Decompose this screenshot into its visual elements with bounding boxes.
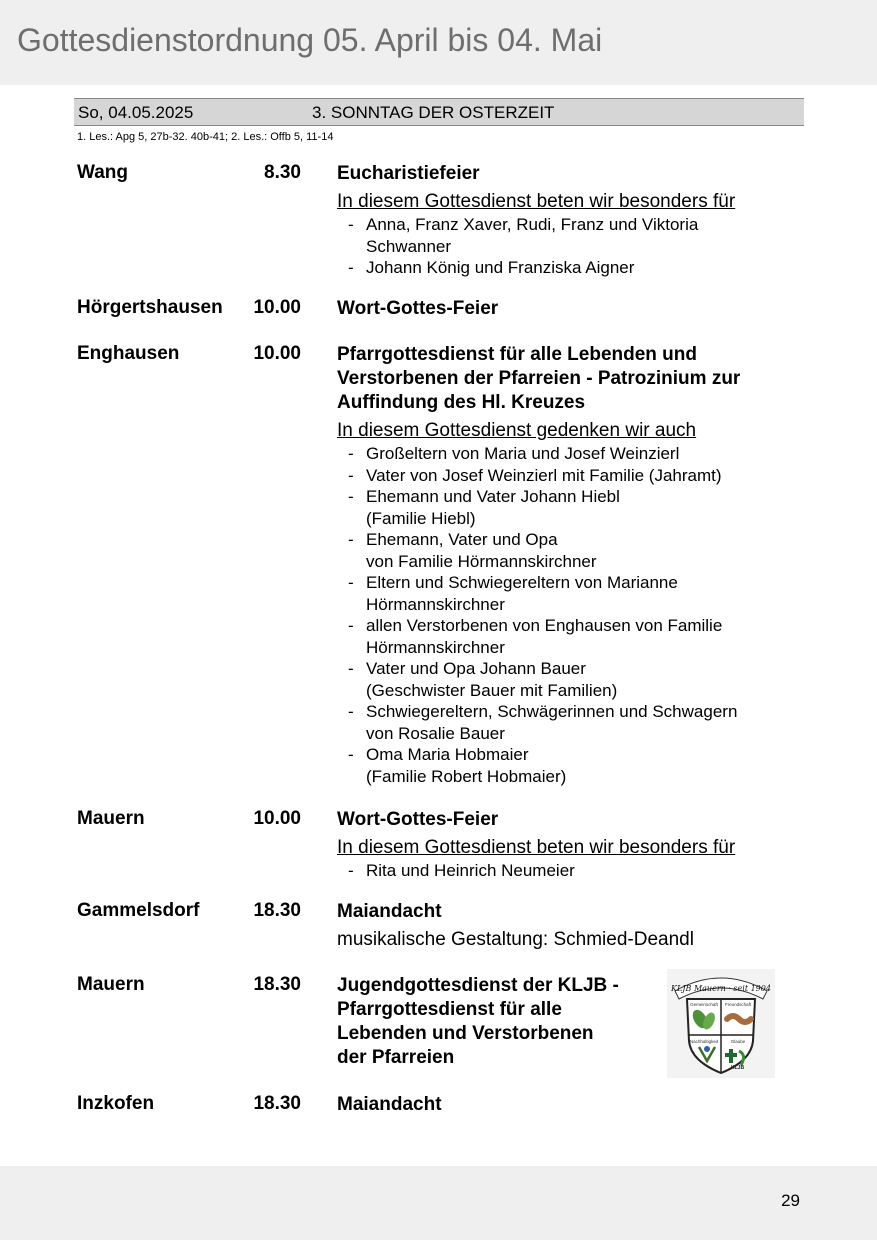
service-title: Wort-Gottes-Feier [337, 298, 499, 319]
entry-location: Mauern [77, 974, 145, 995]
entry-description [337, 808, 797, 882]
service-title: Eucharistiefeier [337, 163, 480, 184]
entry-time: 8.30 [264, 162, 301, 183]
service-title-line: der Pfarreien [337, 1047, 455, 1068]
entry-location: Enghausen [77, 343, 180, 364]
day-name: 3. SONNTAG DER OSTERZEIT [312, 103, 555, 122]
list-item: - Ehemann, Vater und Opa von Familie Hörmannskirchner [348, 530, 597, 571]
logo-quadrant-label: Glaube [730, 1039, 746, 1044]
day-bar [74, 98, 804, 126]
logo-quadrant-label: Nachhaltigkeit [689, 1039, 719, 1044]
page-number: 29 [781, 1191, 800, 1210]
entry-location: Inzkofen [77, 1093, 155, 1114]
list-item: - Vater und Opa Johann Bauer (Geschwister Bauer mit Familien) [348, 659, 618, 700]
readings: 1. Les.: Apg 5, 27b-32. 40b-41; 2. Les.: Offb 5, 11-14 [77, 131, 334, 143]
service-title-line: Verstorbenen der Pfarreien - Patrozinium zur [337, 368, 741, 389]
day-date: So, 04.05.2025 [78, 103, 194, 122]
entry-description [337, 343, 797, 787]
list-item: - allen Verstorbenen von Enghausen von Familie Hörmannskirchner [348, 616, 723, 657]
logo-quadrant-label: Freundschaft [724, 1002, 752, 1007]
logo-quadrant-label: Gemeinschaft [690, 1002, 718, 1007]
logo-mark-text: KLJB [731, 1065, 745, 1071]
entry-time: 18.30 [253, 974, 301, 995]
footer-band [0, 1166, 877, 1240]
list-item: - Rita und Heinrich Neumeier [348, 861, 575, 880]
kljb-logo [667, 969, 775, 1078]
page-title: Gottesdienstordnung 05. April bis 04. Mai [17, 22, 603, 58]
service-title: Wort-Gottes-Feier [337, 809, 499, 830]
list-item: - Anna, Franz Xaver, Rudi, Franz und Viktoria Schwanner [348, 215, 699, 256]
entry-time: 10.00 [253, 343, 301, 364]
entry-description [337, 162, 797, 279]
entry-description [337, 1093, 797, 1117]
intentions-intro: In diesem Gottesdienst beten wir besonders für [337, 191, 736, 212]
intentions-intro: In diesem Gottesdienst gedenken wir auch [337, 420, 697, 441]
service-title-line: Auffindung des Hl. Kreuzes [337, 392, 586, 413]
list-item: - Johann König und Franziska Aigner [348, 258, 635, 277]
intentions-list [337, 443, 797, 787]
service-title-line: Pfarrgottesdienst für alle Lebenden und [337, 344, 697, 365]
kljb-crest-icon [667, 969, 775, 1078]
entry-time: 18.30 [253, 1093, 301, 1114]
service-title: Maiandacht [337, 1094, 442, 1115]
entry-location: Wang [77, 162, 129, 183]
list-item: - Vater von Josef Weinzierl mit Familie (Jahramt) [348, 465, 722, 485]
entry-description [337, 900, 797, 952]
logo-banner-text: KLJB Mauern · seit 1904 [671, 984, 771, 993]
service-title-line: Lebenden und Verstorbenen [337, 1023, 594, 1044]
list-item: - Oma Maria Hobmaier (Familie Robert Hobmaier) [348, 745, 567, 786]
intentions-list [337, 214, 797, 279]
entry-location: Gammelsdorf [77, 900, 200, 921]
entry-description [337, 297, 797, 321]
intentions-list [337, 860, 797, 882]
intentions-intro: In diesem Gottesdienst beten wir besonders für [337, 837, 736, 858]
service-note: musikalische Gestaltung: Schmied-Deandl [337, 929, 694, 950]
header-band [0, 0, 877, 85]
service-title: Maiandacht [337, 901, 442, 922]
list-item: - Eltern und Schwiegereltern von Marianne Hörmannskirchner [348, 573, 678, 614]
list-item: - Ehemann und Vater Johann Hiebl (Familie Hiebl) [348, 487, 620, 528]
list-item: - Großeltern von Maria und Josef Weinzierl [348, 444, 680, 463]
list-item: - Schwiegereltern, Schwägerinnen und Schwagern von Rosalie Bauer [348, 702, 738, 743]
entry-location: Mauern [77, 808, 145, 829]
entry-time: 18.30 [253, 900, 301, 921]
entry-time: 10.00 [253, 808, 301, 829]
entry-location: Hörgertshausen [77, 297, 223, 318]
service-title-line: Jugendgottesdienst der KLJB - [337, 975, 619, 996]
service-title-line: Pfarrgottesdienst für alle [337, 999, 562, 1020]
entry-time: 10.00 [253, 297, 301, 318]
